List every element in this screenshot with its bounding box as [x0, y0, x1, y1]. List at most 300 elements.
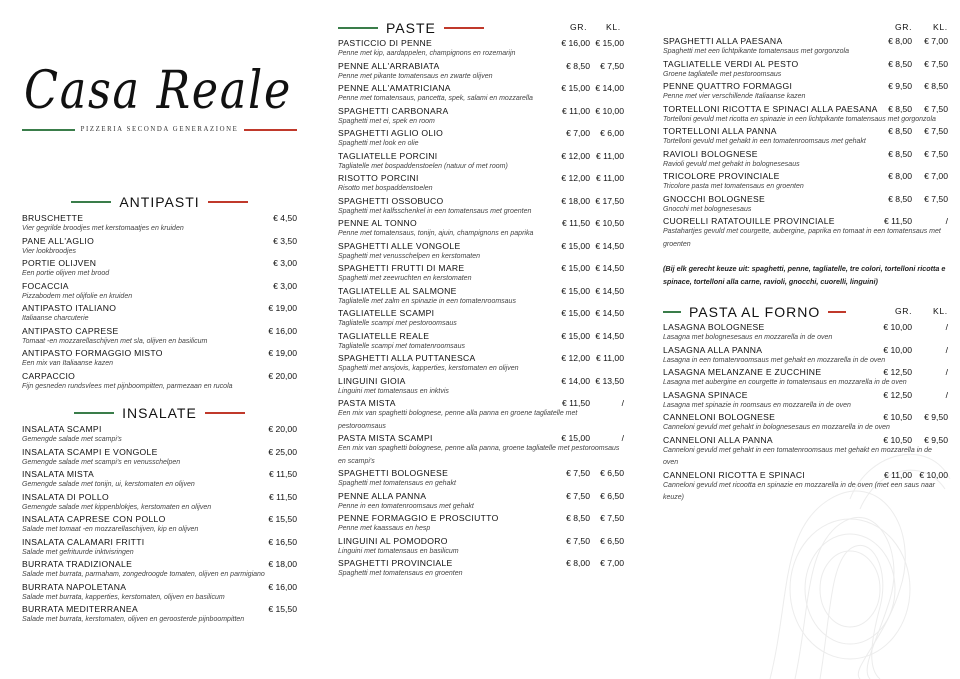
item-price-large: € 10,00	[883, 322, 912, 332]
antipasti-title: ANTIPASTI	[119, 194, 200, 210]
menu-item	[663, 390, 948, 413]
item-name: RISOTTO PORCINI	[338, 173, 419, 183]
item-name: PENNE ALLA PANNA	[338, 490, 427, 501]
paste2-list	[663, 36, 948, 251]
item-price-large: € 11,50	[561, 218, 590, 228]
item-price-large: € 12,00	[561, 150, 590, 161]
item-description: Gnocchi met bolognesesaus	[663, 205, 752, 213]
item-name: TAGLIATELLE VERDI AL PESTO	[663, 58, 799, 69]
item-price-small: € 7,00	[924, 36, 948, 46]
item-price-small: € 7,50	[924, 193, 948, 204]
item-price-small: € 14,50	[595, 330, 624, 341]
item-name: ANTIPASTO FORMAGGIO MISTO	[22, 348, 163, 358]
item-name: PASTA MISTA	[338, 398, 396, 408]
menu-item	[663, 104, 948, 127]
menu-item	[663, 345, 948, 368]
item-price-small: € 14,50	[595, 285, 624, 296]
item-description: Penne met tomatensaus, tonijn, ajuin, champignons en paprika	[338, 230, 534, 237]
item-price-small: € 11,00	[595, 353, 624, 363]
item-price-large: € 11,00	[561, 105, 590, 116]
item-name: GNOCCHI BOLOGNESE	[663, 193, 766, 204]
menu-item	[22, 492, 297, 515]
item-description: Een mix van Italiaanse kazen	[22, 360, 114, 367]
item-description: Lasagna in een tomatenroomsaus met gehakt en mozzarella in de oven	[663, 356, 886, 364]
item-price-large: € 11,50	[883, 216, 912, 226]
item-price: € 19,00	[268, 348, 297, 358]
item-price-large: € 11,00	[883, 469, 912, 480]
item-description: Groene tagliatelle met pestoroomsaus	[663, 70, 782, 78]
item-name: PENNE ALL'AMATRICIANA	[338, 83, 451, 93]
header-kl: KL.	[933, 22, 948, 32]
item-name: SPAGHETTI ALLA PUTTANESCA	[338, 353, 476, 363]
item-name: CANNELONI RICOTTA E SPINACI	[663, 469, 806, 480]
item-description: Salade met gefrituurde inktvisringen	[22, 548, 134, 556]
item-description: Spaghetti met tomatensaus en gehakt	[338, 480, 456, 487]
item-description: Gemengde salade met tonijn, ui, kerstomaten en olijven	[22, 481, 195, 488]
item-description: Vier lookbroodjes	[22, 247, 76, 255]
divider-red	[244, 129, 297, 131]
item-name: TAGLIATELLE PORCINI	[338, 150, 438, 161]
item-description: Ravioli gevuld met gehakt in bolognesesaus	[663, 160, 800, 168]
item-price-small: /	[945, 344, 948, 355]
item-price-small: /	[621, 398, 624, 408]
menu-item	[22, 514, 297, 537]
menu-item	[338, 513, 624, 536]
menu-item	[338, 353, 624, 376]
item-name: ANTIPASTO CAPRESE	[22, 325, 119, 336]
item-price-small: /	[945, 389, 948, 400]
item-price-small: € 11,00	[595, 150, 624, 161]
item-name: SPAGHETTI PROVINCIALE	[338, 558, 453, 568]
item-price-large: € 9,50	[888, 81, 912, 91]
menu-item	[22, 537, 297, 560]
header-kl: KL.	[606, 22, 621, 32]
item-price-small: /	[621, 433, 624, 443]
section-title-antipasti	[22, 194, 297, 210]
item-name: BURRATA NAPOLETANA	[22, 581, 127, 592]
menu-item	[338, 558, 624, 581]
item-name: PENNE AL TONNO	[338, 218, 418, 228]
menu-item	[338, 151, 624, 174]
section-title-forno-row	[663, 304, 948, 322]
menu-item	[22, 424, 297, 447]
paste-title: PASTE	[386, 20, 436, 36]
item-price-small: € 10,00	[919, 469, 948, 480]
item-description: Lasagna met aubergine en courgette in tomatensaus en mozzarella in de oven	[663, 379, 907, 386]
item-name: SPAGHETTI ALLE VONGOLE	[338, 240, 461, 251]
pasta-choice-note: (Bij elk gerecht keuze uit: spaghetti, penne, tagliatelle, tre colori, tortelloni ricotta e spinace, tortelloni alla carne, ravioli, gnocchi, cuorelli, linguini)	[663, 264, 946, 286]
item-price: € 3,00	[273, 258, 297, 268]
item-price-large: € 10,50	[883, 412, 912, 422]
title-line-red	[444, 27, 484, 29]
item-description: Tagliatelle scampi met tomatenroomsaus	[338, 342, 465, 350]
item-name: PORTIE OLIJVEN	[22, 258, 97, 268]
item-description: Spaghetti met venusschelpen en kerstomaten	[338, 252, 481, 260]
item-name: LINGUINI GIOIA	[338, 375, 406, 386]
item-name: PASTICCIO DI PENNE	[338, 38, 433, 48]
item-description: Spaghetti met kalfsschenkel in een tomatensaus met groenten	[338, 207, 532, 215]
item-price-small: € 7,50	[600, 60, 624, 71]
section-title-forno	[663, 304, 846, 320]
menu-item	[22, 469, 297, 492]
item-name: LINGUINI AL POMODORO	[338, 535, 448, 546]
header-gr: GR.	[570, 22, 588, 32]
item-description: Linguini met tomatensaus en inktvis	[338, 387, 449, 395]
item-price-large: € 7,50	[566, 468, 590, 478]
column-paste-forno	[663, 20, 948, 505]
item-price-large: € 8,50	[888, 103, 912, 114]
menu-item	[338, 376, 624, 399]
item-price-small: € 8,50	[924, 81, 948, 91]
item-price: € 3,00	[273, 280, 297, 291]
item-name: INSALATA CAPRESE CON POLLO	[22, 514, 166, 524]
item-description: Tortelloni gevuld met ricotta en spinazie in een lichtpikante tomatensaus met gorgonzola	[663, 115, 936, 123]
menu-item	[338, 61, 624, 84]
title-line-green	[71, 201, 111, 203]
item-name: INSALATA MISTA	[22, 469, 95, 479]
item-description: Risotto met bospaddenstoelen	[338, 185, 433, 192]
item-name: CUORELLI RATATOUILLE PROVINCIALE	[663, 216, 835, 226]
item-description: Spaghetti met een lichtpikante tomatensaus met gorgonzola	[663, 48, 850, 55]
brand-name: Casa Reale	[24, 61, 292, 121]
item-price-large: € 7,50	[566, 490, 590, 501]
item-price-small: € 10,00	[595, 105, 624, 116]
brand-tagline-row	[22, 126, 297, 133]
title-line-green	[74, 412, 114, 414]
menu-item	[338, 491, 624, 514]
item-description: Tagliatelle met zalm en spinazie in een tomatenroomsaus	[338, 297, 516, 305]
menu-item	[22, 303, 297, 326]
item-description: Lasagna met bolognesesaus en mozzarella in de oven	[663, 334, 833, 341]
item-price: € 11,50	[268, 469, 297, 479]
item-price-small: /	[945, 216, 948, 226]
menu-item	[338, 83, 624, 106]
item-price-large: € 15,00	[561, 83, 590, 93]
item-price-small: € 9,50	[924, 412, 948, 422]
menu-item	[338, 218, 624, 241]
menu-item	[22, 326, 297, 349]
menu-item	[22, 213, 297, 236]
item-price: € 19,00	[268, 303, 297, 313]
item-description: Penne met kaassaus en hesp	[338, 525, 431, 532]
menu-item	[338, 263, 624, 286]
item-description: Tricolore pasta met tomatensaus en groenten	[663, 183, 804, 190]
item-price-small: € 6,50	[600, 535, 624, 546]
item-price-large: € 8,50	[888, 58, 912, 69]
item-description: Een portie olijven met brood	[22, 270, 110, 277]
item-name: TAGLIATELLE SCAMPI	[338, 308, 435, 318]
item-description: Pastahartjes gevuld met courgette, aubergine, paprika en tomaat in een tomatensaus met groenten	[663, 228, 941, 248]
item-name: TORTELLONI RICOTTA E SPINACI ALLA PAESANA	[663, 103, 878, 114]
item-description: Spaghetti met look en olie	[338, 140, 419, 147]
item-price-large: € 10,50	[883, 434, 912, 445]
item-description: Vier gegrilde broodjes met kerstomaatjes en kruiden	[22, 225, 184, 232]
item-description: Penne in een tomatenroomsaus met gehakt	[338, 502, 474, 510]
item-name: BURRATA TRADIZIONALE	[22, 559, 133, 569]
item-price: € 16,00	[268, 325, 297, 336]
item-price-small: € 6,50	[600, 468, 624, 478]
item-price-large: € 8,50	[566, 513, 590, 523]
item-name: PENNE FORMAGGIO E PROSCIUTTO	[338, 513, 499, 523]
item-name: TRICOLORE PROVINCIALE	[663, 171, 780, 181]
item-price-small: € 13,50	[595, 375, 624, 386]
item-name: LASAGNA SPINACE	[663, 389, 748, 400]
item-price: € 15,50	[268, 514, 297, 524]
item-description: Penne met tomatensaus, pancetta, spek, salami en mozzarella	[338, 95, 533, 102]
title-line-green	[338, 27, 378, 29]
header-gr: GR.	[895, 22, 913, 32]
menu-item	[663, 216, 948, 251]
item-price-large: € 12,50	[883, 389, 912, 400]
menu-item	[22, 258, 297, 281]
item-price-large: € 16,00	[561, 38, 590, 48]
item-description: Lasagna met spinazie in roomsaus en mozzarella in de oven	[663, 401, 851, 409]
menu-item	[338, 128, 624, 151]
item-description: Italiaanse charcuterie	[22, 315, 89, 322]
antipasti-list	[22, 213, 297, 393]
menu-item	[663, 470, 948, 505]
item-price-small: € 9,50	[924, 434, 948, 445]
menu-item	[338, 286, 624, 309]
title-line-red	[208, 201, 248, 203]
item-name: TORTELLONI ALLA PANNA	[663, 126, 777, 136]
menu-item	[338, 536, 624, 559]
item-price-small: /	[945, 367, 948, 377]
item-price-large: € 15,00	[561, 285, 590, 296]
title-line-green	[663, 311, 681, 313]
item-description: Gemengde salade met scampi's en venusschelpen	[22, 458, 181, 466]
menu-item	[663, 81, 948, 104]
item-description: Penne met vier verschillende Italiaanse kazen	[663, 93, 806, 100]
item-description: Een mix van spaghetti bolognese, penne alla panna, groene tagliatelle met pestoroomsaus en scampi's	[338, 445, 620, 465]
item-description: Tomaat -en mozzarellaschijven met sla, olijven en basilicum	[22, 337, 208, 345]
item-description: Salade met burrata, parmaham, zongedroogde tomaten, olijven en parmigiano	[22, 571, 265, 578]
menu-item	[338, 331, 624, 354]
column-antipasti-insalate	[22, 194, 297, 627]
item-price-large: € 18,00	[561, 195, 590, 206]
menu-item	[663, 126, 948, 149]
insalate-list	[22, 424, 297, 627]
item-description: Gemengde salade met kippenblokjes, kerstomaten en olijven	[22, 503, 212, 511]
item-description: Tortelloni gevuld met gehakt in een tomatenroomsaus met gehakt	[663, 138, 866, 145]
item-price-small: € 7,50	[924, 103, 948, 114]
item-price-small: /	[945, 322, 948, 332]
item-price-large: € 7,00	[566, 128, 590, 138]
item-price-small: € 7,50	[924, 58, 948, 69]
menu-item	[338, 196, 624, 219]
item-price-large: € 10,00	[883, 344, 912, 355]
item-name: INSALATA CALAMARI FRITTI	[22, 536, 145, 547]
item-price: € 15,50	[268, 604, 297, 614]
menu-item	[338, 38, 624, 61]
item-price-small: € 15,00	[595, 38, 624, 48]
item-price-small: € 7,00	[924, 171, 948, 181]
item-description: Salade met burrata, kapperties, kerstomaten, olijven en basilicum	[22, 593, 225, 601]
item-name: SPAGHETTI AGLIO OLIO	[338, 128, 444, 138]
column-paste	[338, 20, 624, 581]
menu-item	[22, 604, 297, 627]
item-price-large: € 15,00	[561, 240, 590, 251]
item-description: Gemengde salade met scampi's	[22, 436, 122, 443]
item-name: PENNE ALL'ARRABIATA	[338, 60, 440, 71]
item-price-large: € 15,00	[561, 263, 590, 273]
item-price-small: € 6,00	[600, 128, 624, 138]
item-description: Linguini met tomatensaus en basilicum	[338, 547, 459, 555]
menu-item	[338, 468, 624, 491]
item-price-large: € 8,50	[888, 126, 912, 136]
insalate-title: INSALATE	[122, 405, 197, 421]
item-price-small: € 14,50	[595, 240, 624, 251]
item-name: PANE ALL'AGLIO	[22, 235, 95, 246]
divider-green	[22, 129, 75, 131]
paste2-header	[663, 20, 948, 36]
item-name: CARPACCIO	[22, 370, 76, 381]
item-price-large: € 14,00	[561, 375, 590, 386]
brand-tagline: PIZZERIA SECONDA GENERAZIONE	[80, 126, 239, 133]
item-price-small: € 17,50	[595, 195, 624, 206]
header-kl: KL.	[933, 306, 948, 316]
menu-item	[22, 371, 297, 394]
item-price-large: € 15,00	[561, 433, 590, 443]
item-name: SPAGHETTI CARBONARA	[338, 105, 449, 116]
item-price-large: € 12,50	[883, 367, 912, 377]
item-name: PENNE QUATTRO FORMAGGI	[663, 81, 793, 91]
item-description: Canneloni gevuld met ricootta en spinazie en mozzarella in de oven (met een saus naar keuze)	[663, 481, 935, 501]
item-name: INSALATA SCAMPI E VONGOLE	[22, 446, 158, 457]
item-price: € 3,50	[273, 235, 297, 246]
menu-item	[663, 59, 948, 82]
menu-item	[338, 106, 624, 129]
menu-item	[663, 149, 948, 172]
item-description: Tagliatelle scampi met pestoroomsaus	[338, 320, 457, 327]
menu-item	[663, 194, 948, 217]
item-price-large: € 8,00	[566, 558, 590, 568]
item-price-large: € 11,50	[561, 398, 590, 408]
item-description: Pizzabodem met olijfolie en kruiden	[22, 292, 133, 300]
item-price-small: € 14,00	[595, 83, 624, 93]
item-name: LASAGNA MELANZANE E ZUCCHINE	[663, 367, 822, 377]
item-description: Salade met tomaat -en mozzarellaschijven, kip en olijven	[22, 526, 199, 533]
item-name: BURRATA MEDITERRANEA	[22, 604, 138, 614]
item-name: SPAGHETTI OSSOBUCO	[338, 195, 444, 206]
forno-title: PASTA AL FORNO	[689, 304, 821, 320]
item-description: Spaghetti met ansjovis, kapperties, kerstomaten en olijven	[338, 365, 519, 372]
item-name: LASAGNA ALLA PANNA	[663, 344, 763, 355]
menu-item	[22, 281, 297, 304]
menu-item	[22, 348, 297, 371]
item-name: TAGLIATELLE AL SALMONE	[338, 285, 457, 296]
item-price-small: € 7,50	[924, 148, 948, 159]
menu-item	[663, 367, 948, 390]
title-line-red	[205, 412, 245, 414]
item-name: SPAGHETTI BOLOGNESE	[338, 468, 449, 478]
menu-item	[22, 447, 297, 470]
menu-item	[663, 412, 948, 435]
item-price-small: € 14,50	[595, 263, 624, 273]
item-price: € 20,00	[268, 370, 297, 381]
item-price-large: € 12,00	[561, 173, 590, 183]
menu-item	[338, 241, 624, 264]
item-description: Fijn gesneden rundsvlees met pijnboompitten, parmezaan en rucola	[22, 382, 233, 390]
item-description: Canneloni gevuld met gehakt in bolognesesaus en mozzarella in de oven	[663, 424, 890, 431]
item-price-large: € 15,00	[561, 308, 590, 318]
item-price-large: € 8,00	[888, 171, 912, 181]
item-description: Canneloni gevuld met gehakt in een tomatenroomsaus met gehakt en mozzarella in de oven	[663, 446, 932, 466]
item-price-small: € 10,50	[595, 218, 624, 228]
menu-item	[338, 433, 624, 468]
item-price-small: € 7,50	[924, 126, 948, 136]
item-name: BRUSCHETTE	[22, 213, 84, 223]
item-description: Een mix van spaghetti bolognese, penne alla panna en groene tagliatelle met pestoroomsaus	[338, 410, 578, 430]
item-price: € 11,50	[268, 491, 297, 502]
item-description: Salade met burrata, kerstomaten, olijven en geroosterde pijnboompitten	[22, 616, 245, 623]
item-price-small: € 7,50	[600, 513, 624, 523]
item-price: € 16,50	[268, 536, 297, 547]
item-name: CANNELONI ALLA PANNA	[663, 434, 773, 445]
menu-item	[338, 398, 624, 433]
item-description: Penne met kip, aardappelen, champignons en rozemarijn	[338, 50, 516, 57]
item-name: CANNELONI BOLOGNESE	[663, 412, 776, 422]
item-description: Spaghetti met ei, spek en room	[338, 117, 435, 125]
menu-item	[22, 582, 297, 605]
item-price-large: € 12,00	[561, 353, 590, 363]
item-name: ANTIPASTO ITALIANO	[22, 303, 117, 313]
menu-item	[663, 36, 948, 59]
item-description: Penne met pikante tomatensaus en zwarte olijven	[338, 72, 493, 80]
section-title-insalate	[22, 405, 297, 421]
item-name: INSALATA DI POLLO	[22, 491, 109, 502]
item-description: Spaghetti met tomatensaus en groenten	[338, 570, 463, 577]
item-price-large: € 15,00	[561, 330, 590, 341]
item-price-small: € 7,00	[600, 558, 624, 568]
menu-item	[22, 559, 297, 582]
item-name: TAGLIATELLE REALE	[338, 330, 430, 341]
item-price: € 16,00	[268, 581, 297, 592]
menu-item	[663, 435, 948, 470]
item-name: LASAGNA BOLOGNESE	[663, 322, 765, 332]
paste-list	[338, 38, 624, 581]
item-name: SPAGHETTI FRUTTI DI MARE	[338, 263, 465, 273]
item-price: € 20,00	[268, 424, 297, 434]
menu-item	[22, 236, 297, 259]
item-price-large: € 8,50	[566, 60, 590, 71]
item-price-small: € 14,50	[595, 308, 624, 318]
item-name: PASTA MISTA SCAMPI	[338, 433, 433, 443]
item-price: € 18,00	[268, 559, 297, 569]
header-gr: GR.	[895, 306, 913, 316]
menu-item	[663, 322, 948, 345]
item-price-small: € 11,00	[595, 173, 624, 183]
item-name: INSALATA SCAMPI	[22, 424, 102, 434]
item-description: Spaghetti met zeevruchten en kerstomaten	[338, 275, 472, 282]
item-price-large: € 8,50	[888, 193, 912, 204]
item-price: € 4,50	[273, 213, 297, 223]
menu-item	[338, 308, 624, 331]
item-price: € 25,00	[268, 446, 297, 457]
item-name: FOCACCIA	[22, 280, 69, 291]
title-line-red	[828, 311, 846, 313]
item-description: Tagliatelle met bospaddenstoelen (natuur of met room)	[338, 162, 508, 170]
menu-item	[663, 171, 948, 194]
item-price-small: € 6,50	[600, 490, 624, 501]
item-price-large: € 8,50	[888, 148, 912, 159]
menu-item	[338, 173, 624, 196]
item-price-large: € 8,00	[888, 36, 912, 46]
item-name: SPAGHETTI ALLA PAESANA	[663, 36, 783, 46]
item-name: RAVIOLI BOLOGNESE	[663, 148, 758, 159]
forno-list	[663, 322, 948, 505]
item-price-large: € 7,50	[566, 535, 590, 546]
